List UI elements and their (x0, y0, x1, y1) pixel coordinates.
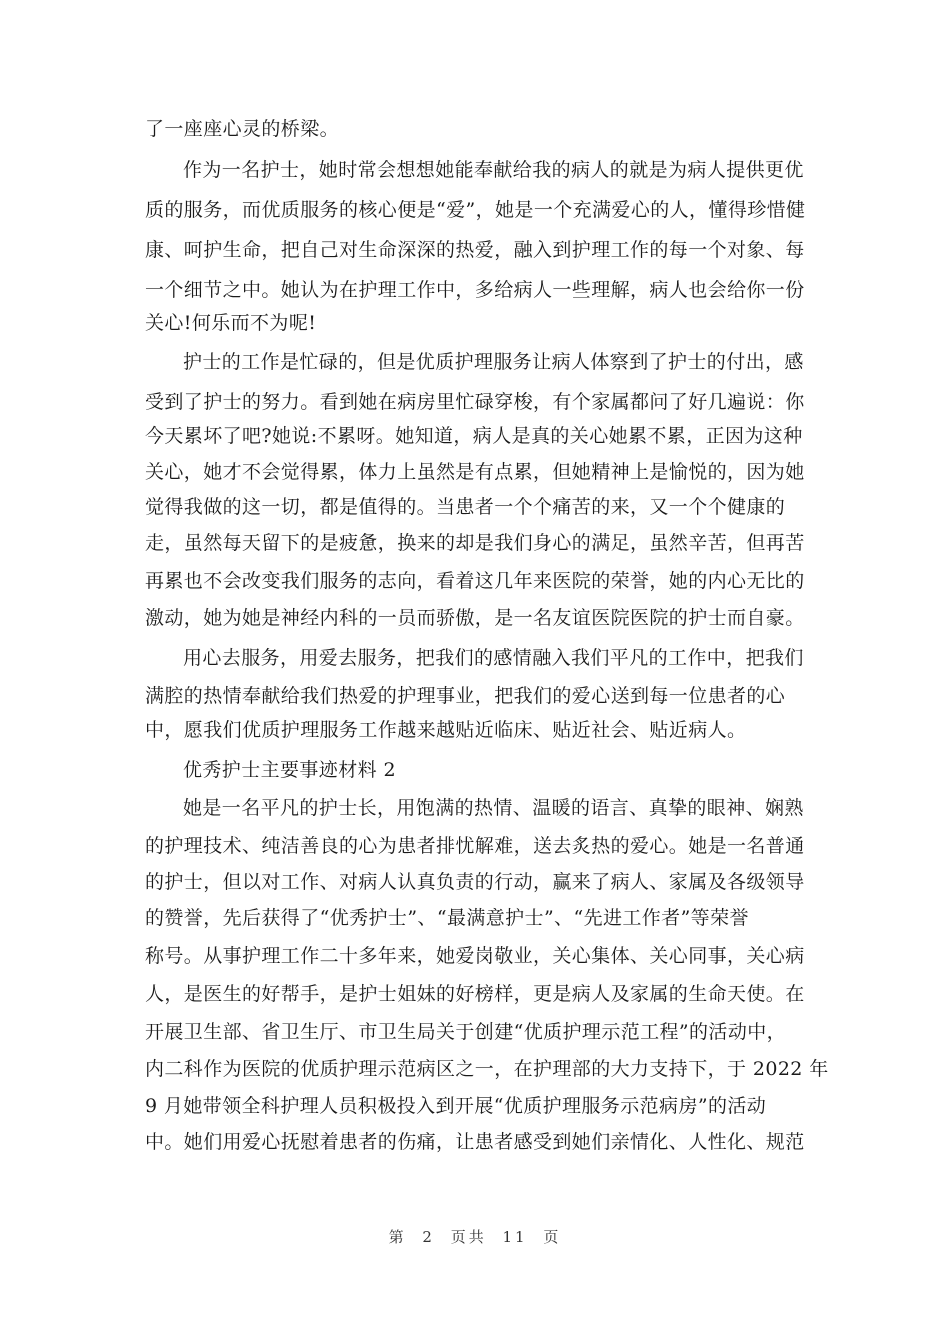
text-line: 受到了护士的努力。看到她在病房里忙碌穿梭，有个家属都问了好几遍说：你 (145, 391, 805, 413)
paragraph-start: 用心去服务，用爱去服务，把我们的感情融入我们平凡的工作中，把我们 (183, 647, 804, 669)
footer-total-pages: 11 (502, 1228, 528, 1246)
text-line: 激动，她为她是神经内科的一员而骄傲，是一名友谊医院医院的护士而自豪。 (145, 607, 805, 629)
text-line: 一个细节之中。她认为在护理工作中，多给病人一些理解，病人也会给你一份 (145, 279, 805, 301)
text-line: 的赞誉，先后获得了“优秀护士”、“最满意护士”、“先进工作者”等荣誉 (145, 907, 749, 929)
text-line: 内二科作为医院的优质护理示范病区之一，在护理部的大力支持下，于 2022 年 (145, 1058, 829, 1080)
text-line: 觉得我做的这一切，都是值得的。当患者一个个痛苦的来，又一个个健康的 (145, 496, 786, 518)
text-line: 开展卫生部、省卫生厅、市卫生局关于创建“优质护理示范工程”的活动中， (145, 1021, 787, 1043)
footer-middle: 页共 (450, 1228, 487, 1246)
page-footer (0, 1226, 950, 1247)
text-line: 康、呵护生命，把自己对生命深深的热爱，融入到护理工作的每一个对象、每 (145, 239, 805, 261)
text-line: 的护理技术、纯洁善良的心为患者排忧解难，送去炙热的爱心。她是一名普通 (145, 835, 805, 857)
text-line: 质的服务，而优质服务的核心便是“爱”，她是一个充满爱心的人，懂得珍惜健 (145, 199, 806, 221)
text-line: 人，是医生的好帮手，是护士姐妹的好榜样，更是病人及家属的生命天使。在 (145, 983, 805, 1005)
footer-page-number: 2 (422, 1228, 435, 1246)
text-line: 称号。从事护理工作二十多年来，她爱岗敬业，关心集体、关心同事，关心病 (145, 945, 805, 967)
paragraph-start: 作为一名护士，她时常会想想她能奉献给我的病人的就是为病人提供更优 (183, 159, 804, 181)
section-heading: 优秀护士主要事迹材料 2 (183, 759, 396, 781)
paragraph-start: 护士的工作是忙碌的，但是优质护理服务让病人体察到了护士的付出，感 (183, 351, 804, 373)
text-line: 中，愿我们优质护理服务工作越来越贴近临床、贴近社会、贴近病人。 (145, 719, 747, 741)
text-line: 再累也不会改变我们服务的志向，看着这几年来医院的荣誉，她的内心无比的 (145, 570, 805, 592)
paragraph-start: 她是一名平凡的护士长，用饱满的热情、温暖的语言、真挚的眼神、娴熟 (183, 797, 804, 819)
footer-prefix: 第 (388, 1228, 407, 1246)
text-line: 关心，她才不会觉得累，体力上虽然是有点累，但她精神上是愉悦的，因为她 (145, 461, 805, 483)
text-line: 中。她们用爱心抚慰着患者的伤痛，让患者感受到她们亲情化、人性化、规范 (145, 1131, 805, 1153)
text-line: 了一座座心灵的桥梁。 (145, 118, 340, 140)
text-line: 9 月她带领全科护理人员积极投入到开展“优质护理服务示范病房”的活动 (145, 1095, 767, 1117)
text-line: 关心!何乐而不为呢! (145, 312, 317, 334)
text-line: 走，虽然每天留下的是疲惫，换来的却是我们身心的满足，虽然辛苦，但再苦 (145, 532, 805, 554)
text-line: 满腔的热情奉献给我们热爱的护理事业，把我们的爱心送到每一位患者的心 (145, 685, 786, 707)
text-line: 的护士，但以对工作、对病人认真负责的行动，赢来了病人、家属及各级领导 (145, 871, 805, 893)
footer-suffix: 页 (543, 1228, 562, 1246)
text-line: 今天累坏了吧?她说:不累呀。她知道，病人是真的关心她累不累，正因为这种 (145, 425, 803, 447)
